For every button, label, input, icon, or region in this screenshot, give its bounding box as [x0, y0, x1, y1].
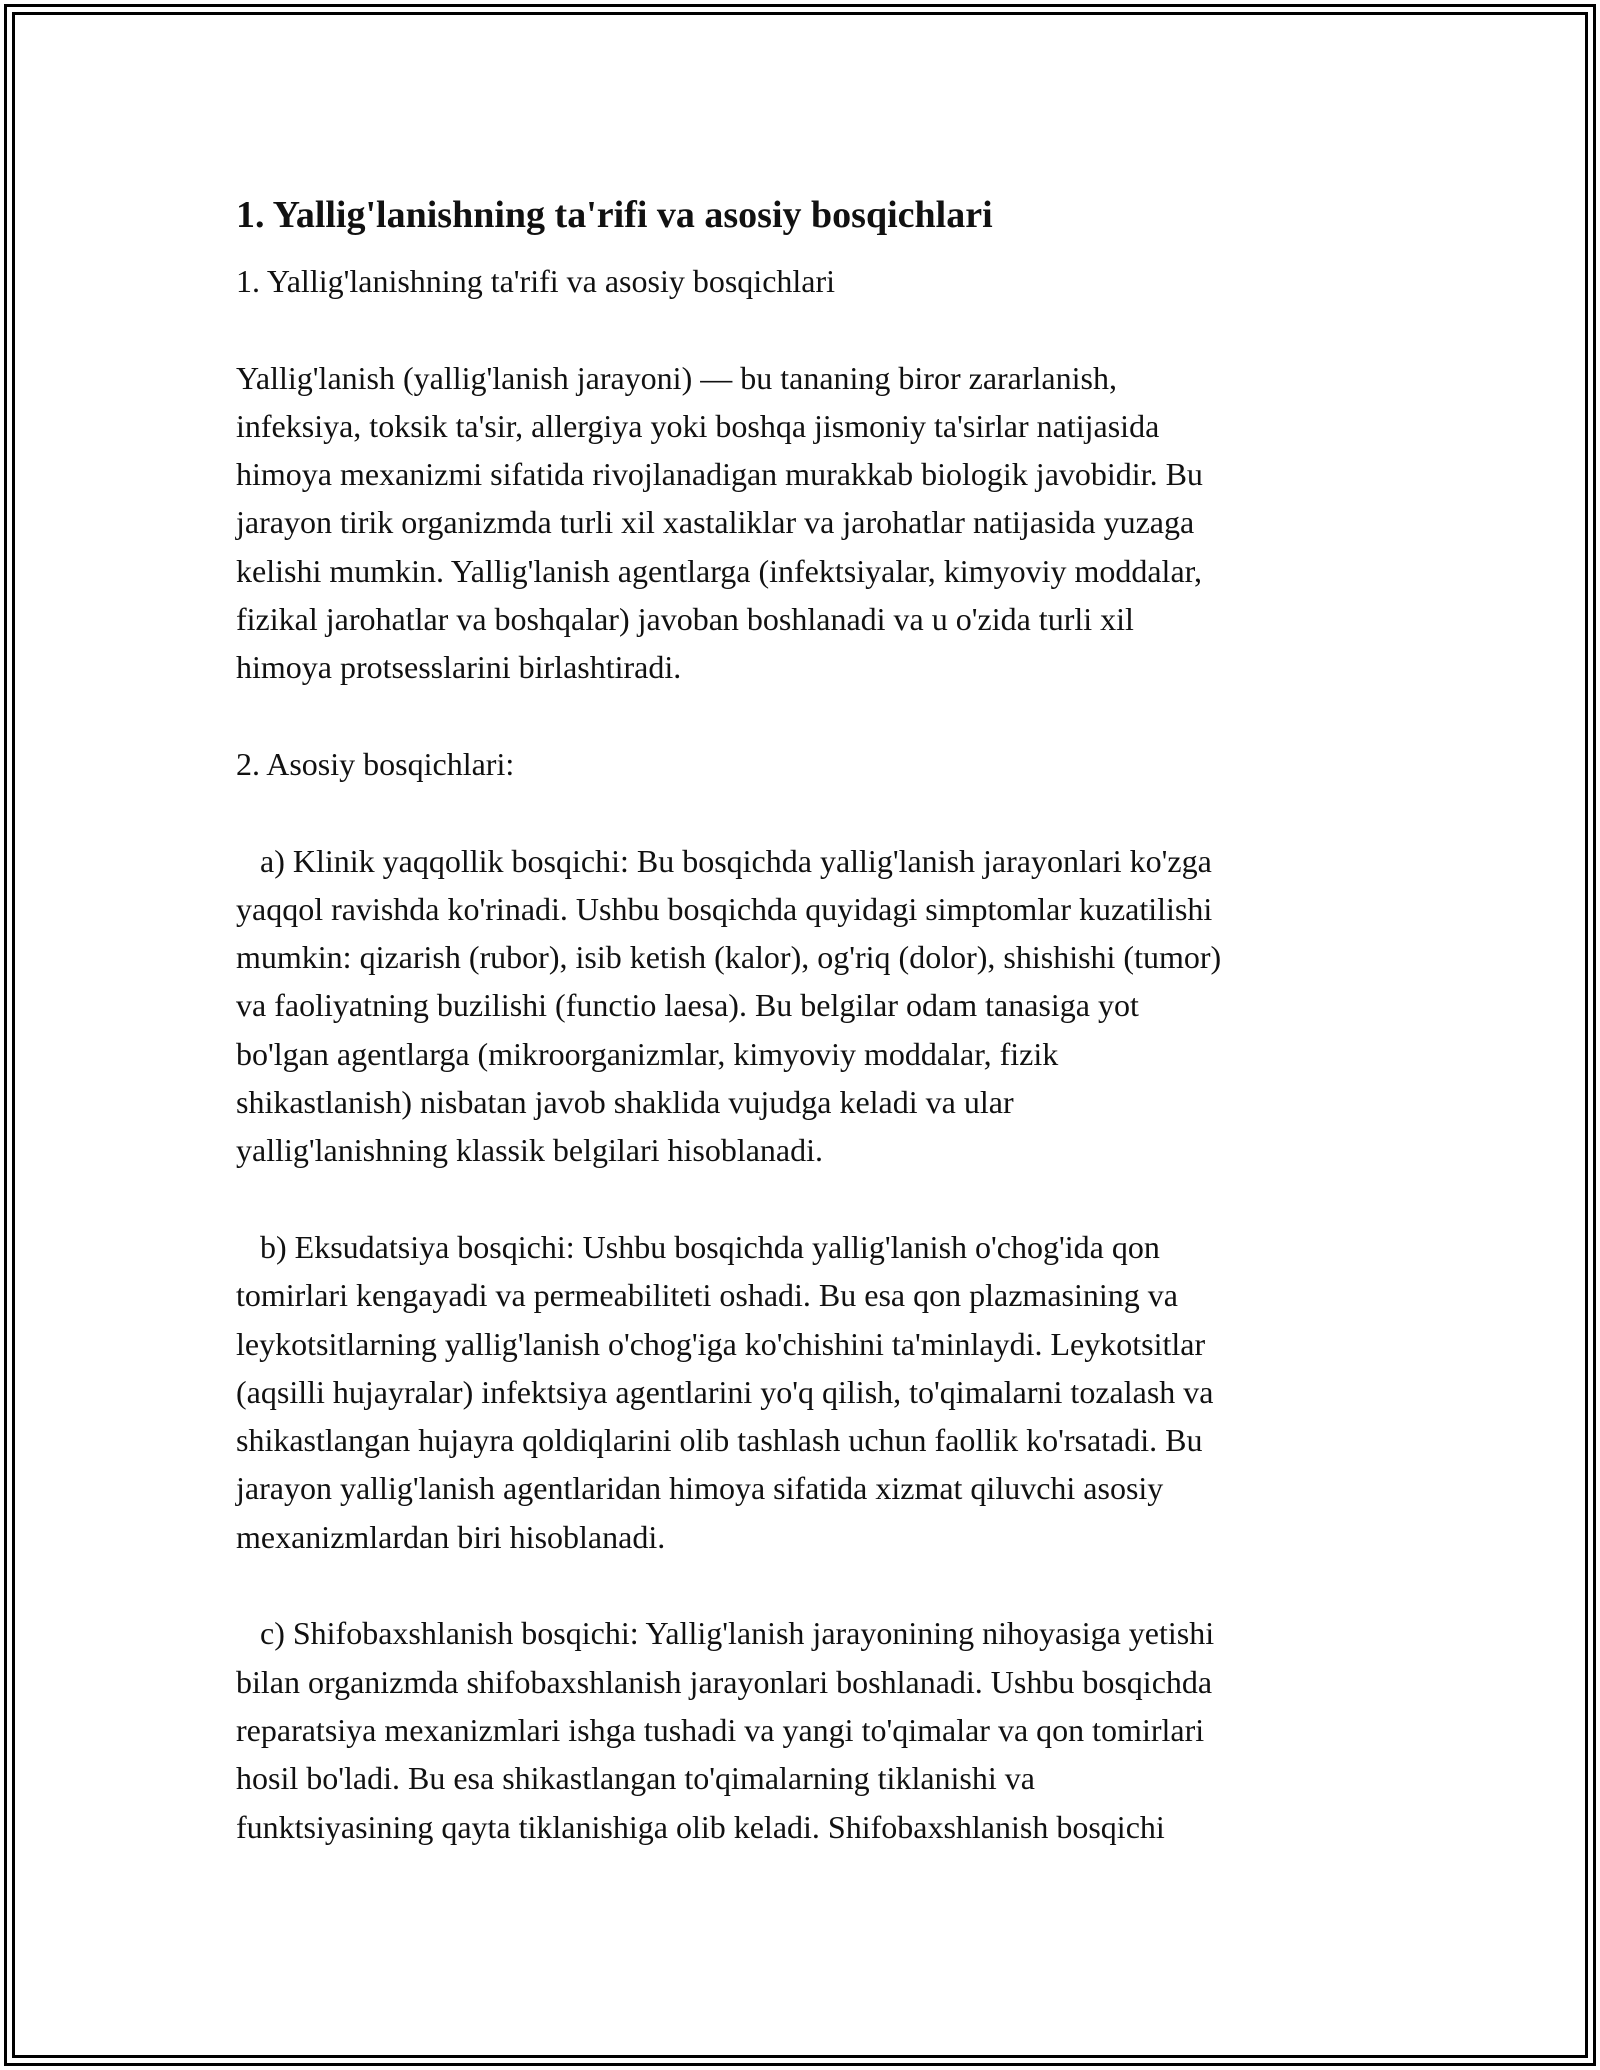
document-body: 1. Yallig'lanishning ta'rifi va asosiy bosqichlari Yallig'lanish (yallig'lanish jarayoni) — bu tananing biror zararlanish, infeksiya, toksik ta'sir, allergiya yoki boshqa jismoniy ta'sirlar natijasida himoya mexanizmi sifatida rivojlanadigan murakkab biologik javobidir. Bu jarayon tirik organizmda turli xil xastaliklar va jarohatlar natijasida yuzaga kelishi mumkin. Yallig'lanish agentlarga (infektsiyalar, kimyoviy moddalar, fizikal jarohatlar va boshqalar) javoban boshlanadi va u o'zida turli xil himoya protsesslarini birlashtiradi. 2. Asosiy bosqichlari: a) Klinik yaqqollik bosqichi: Bu bosqichda yallig'lanish jarayonlari ko'zga yaqqol ravishda ko'rinadi. Ushbu bosqichda quyidagi simptomlar kuzatilishi mumkin: qizarish (rubor), isib ketish (kalor), og'riq (dolor), shishishi (tumor) va faoliyatning buzilishi (functio laesa). Bu belgilar odam tanasiga yot bo'lgan agentlarga (mikroorganizmlar, kimyoviy moddalar, fizik shikastlanish) nisbatan javob shaklida vujudga keladi va ular yallig'lanishning klassik belgilari hisoblanadi. b) Eksudatsiya bosqichi: Ushbu bosqichda yallig'lanish o'chog'ida qon tomirlari kengayadi va permeabiliteti oshadi. Bu esa qon plazmasining va leykotsitlarning yallig'lanish o'chog'iga ko'chishini ta'minlaydi. Leykotsitlar (aqsilli hujayralar) infektsiya agentlarini yo'q qilish, to'qimalarni tozalash va shikastlangan hujayra qoldiqlarini olib tashlash uchun faollik ko'rsatadi. Bu jarayon yallig'lanish agentlaridan himoya sifatida xizmat qiluvchi asosiy mexanizmlardan biri hisoblanadi. c) Shifobaxshlanish bosqichi: Yallig'lanish jarayonining nihoyasiga yetishi bilan organizmda shifobaxshlanish jarayonlari boshlanadi. Ushbu bosqichda reparatsiya mexanizmlari ishga tushadi va yangi to'qimalar va qon tomirlari hosil bo'ladi. Bu esa shikastlangan to'qimalarning tiklanishi va funktsiyasining qayta tiklanishiga olib keladi. Shifobaxshlanish bosqichi — [236, 263, 1222, 1845]
document-heading: 1. Yallig'lanishning ta'rifi va asosiy bosqichlari — [236, 194, 993, 236]
document-content — [236, 185, 1376, 1851]
